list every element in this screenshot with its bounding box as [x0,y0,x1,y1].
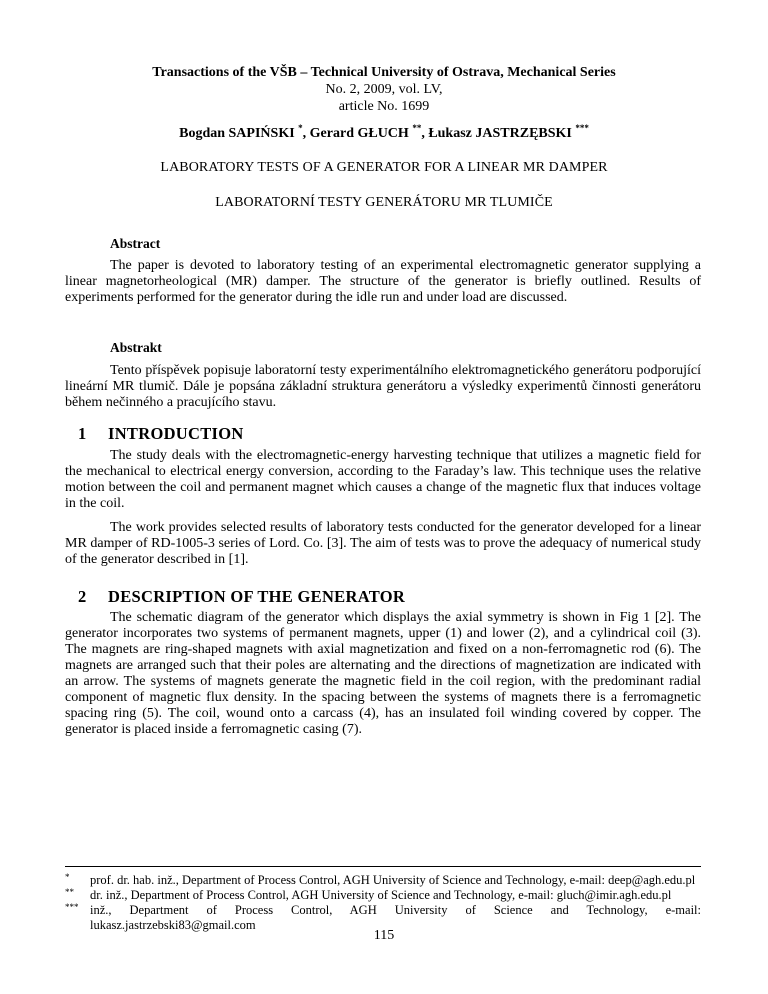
abstract-heading: Abstract [110,236,161,251]
journal-header [60,64,708,115]
section-title: DESCRIPTION OF THE GENERATOR [108,587,406,606]
page-number: 115 [373,928,395,943]
abstrakt-text: Tento příspěvek popisuje laboratorní testy experimentálního elektromagnetického generátoru podporující lineární MR tlumič. Dále je popsána základní struktura generátoru a výsledky experimentů činnosti generátoru během nečinného a pracujícího stavu. [65,363,701,410]
footnote [65,873,701,888]
paper-title-english: LABORATORY TESTS OF A GENERATOR FOR A LINEAR MR DAMPER [160,160,608,175]
footnote-mark: ** [65,887,74,897]
description-body [65,610,701,738]
footnote-text: prof. dr. hab. inž., Department of Process Control, AGH University of Science and Technology, e-mail: deep@agh.edu.pl [90,873,696,887]
abstract-body [65,258,701,306]
abstrakt-heading: Abstrakt [110,340,162,355]
author-line: Bogdan SAPIŃSKI *, Gerard GŁUCH **, Łukasz JASTRZĘBSKI *** [179,123,589,141]
section-title: INTRODUCTION [108,424,244,443]
author-name: Bogdan SAPIŃSKI [179,126,295,141]
footnote-text: inž., Department of Process Control, AGH University of Science and Technology, e-mail: lukasz.jastrzebski83@gmail.com [90,903,701,932]
introduction-body [65,448,701,568]
section-heading-description [78,587,405,607]
footnote-separator [65,866,701,867]
paragraph: The work provides selected results of laboratory tests conducted for the generator developed for a linear MR damper of RD-1005-3 series of Lord. Co. [3]. The aim of tests was to prove the adequacy of numerical study of the generator described in [1]. [65,520,701,567]
abstract-text: The paper is devoted to laboratory testing of an experimental electromagnetic generator supplying a linear magnetorheological (MR) damper. The structure of the generator is briefly outlined. Results of experiments performed for the generator during the idle run and under load are discussed. [65,258,701,305]
footnote-mark: * [65,872,70,882]
footnote-text: dr. inž., Department of Process Control, AGH University of Science and Technology, e-mail: gluch@imir.agh.edu.pl [90,888,672,902]
author-name: Gerard GŁUCH [309,126,409,141]
abstrakt-body [65,363,701,411]
journal-name: Transactions of the VŠB – Technical University of Ostrava, Mechanical Series [152,65,616,80]
footnote-mark: *** [65,902,79,912]
section-number: 1 [78,424,87,443]
section-number: 2 [78,587,87,606]
article-number: article No. 1699 [338,99,430,114]
journal-issue: No. 2, 2009, vol. LV, [325,82,443,97]
section-heading-introduction [78,424,244,444]
paper-title-czech: LABORATORNÍ TESTY GENERÁTORU MR TLUMIČE [215,195,553,210]
author-mark: ** [412,123,422,133]
paragraph: The schematic diagram of the generator which displays the axial symmetry is shown in Fig 1 [2]. The generator incorporates two systems of permanent magnets, upper (1) and lower (2), and a cylindrical coil (3). The magnets are ring-shaped magnets with axial magnetization and fixed on a non-ferromagnetic rod (6). The magnets are arranged such that their poles are alternating and the directions of magnetization are indicated with an arrow. The systems of magnets generate the magnetic field in the coil region, with the predominant radial component of magnetic flux density. In the spacing between the systems of magnets there is a ferromagnetic spacing ring (5). The coil, wound onto a carcass (4), has an insulated foil winding covered by copper. The generator is placed inside a ferromagnetic casing (7). [65,610,701,737]
footnote [65,888,701,903]
author-name: Łukasz JASTRZĘBSKI [428,126,572,141]
author-mark: * [298,123,303,133]
paragraph: The study deals with the electromagnetic-energy harvesting technique that utilizes a magnetic field for the mechanical to electrical energy conversion, according to the Faraday’s law. This technique uses the relative motion between the coil and permanent magnet which causes a change of the magnetic flux that induces voltage in the coil. [65,448,701,511]
author-mark: *** [575,123,589,133]
